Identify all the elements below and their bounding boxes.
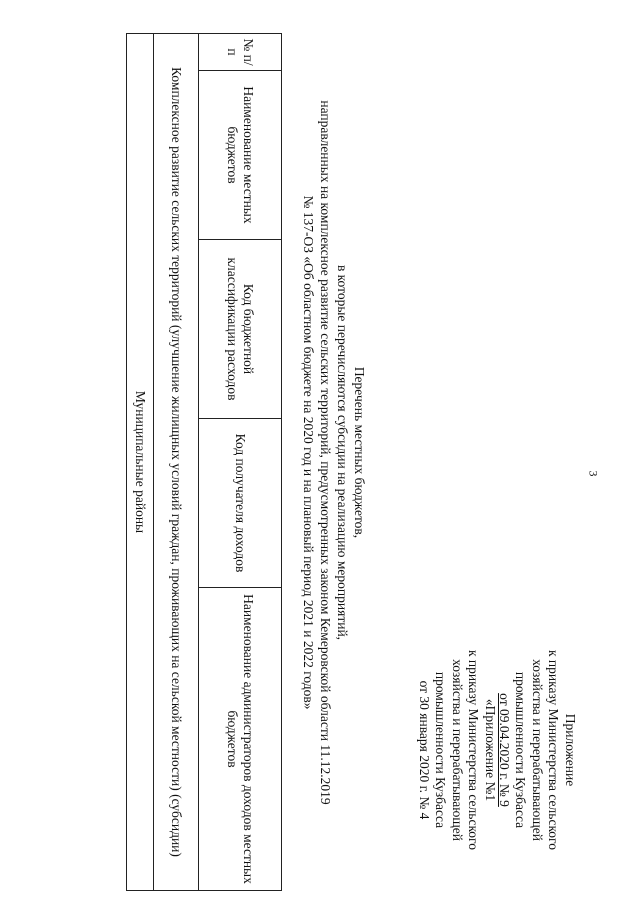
table-row (127, 34, 154, 891)
appendix-old-block (416, 630, 499, 870)
header-budget-name: Наименование местных бюджетов (199, 71, 282, 240)
appendix-new-line: хозяйства и перерабатывающей (530, 659, 545, 841)
table-row (154, 34, 199, 891)
appendix-old-line: «Приложение №1 (483, 698, 498, 802)
budgets-table (126, 33, 282, 891)
title-line: № 137-ОЗ «Об областном бюджете на 2020 год и на плановый период 2021 и 2022 годов» (301, 195, 316, 710)
header-recipient-code: Код получателя доходов (199, 419, 282, 588)
table-header-row (199, 34, 282, 891)
municipal-districts-cell: Муниципальные районы (127, 34, 154, 891)
appendix-old-date: от 30 января 2020 г. № 4 (417, 680, 432, 820)
page-number: 3 (586, 470, 601, 477)
title-line: направленных на комплексное развитие сельских территорий, предусмотренных законом Кемеровской области 11.12.2019 (318, 100, 333, 805)
appendix-old-line: промышленности Кузбасса (433, 671, 449, 829)
appendix-new-block (496, 630, 579, 870)
document-title: Перечень местных бюджетов, (352, 366, 367, 539)
title-line: в которые перечисляются субсидии на реализацию мероприятий, (335, 264, 350, 641)
appendix-old-line: хозяйства и перерабатывающей (450, 659, 465, 841)
appendix-new-line: Приложение (563, 713, 578, 787)
header-administrators: Наименование администраторов доходов местных бюджетов (199, 588, 282, 891)
appendix-old-line: к приказу Министерства сельского (466, 649, 482, 851)
appendix-new-date: от 09.04.2020 г. № 9 (497, 693, 512, 807)
appendix-new-line: к приказу Министерства сельского (546, 649, 562, 851)
header-expense-code: Код бюджетной классификации расходов (199, 240, 282, 419)
section-row-cell: Комплексное развитие сельских территорий (улучшение жилищных условий граждан, проживающих на сельской местности) (субсидии) (154, 34, 199, 891)
header-num: № п/п (199, 34, 282, 71)
appendix-new-line: промышленности Кузбасса (513, 671, 529, 829)
